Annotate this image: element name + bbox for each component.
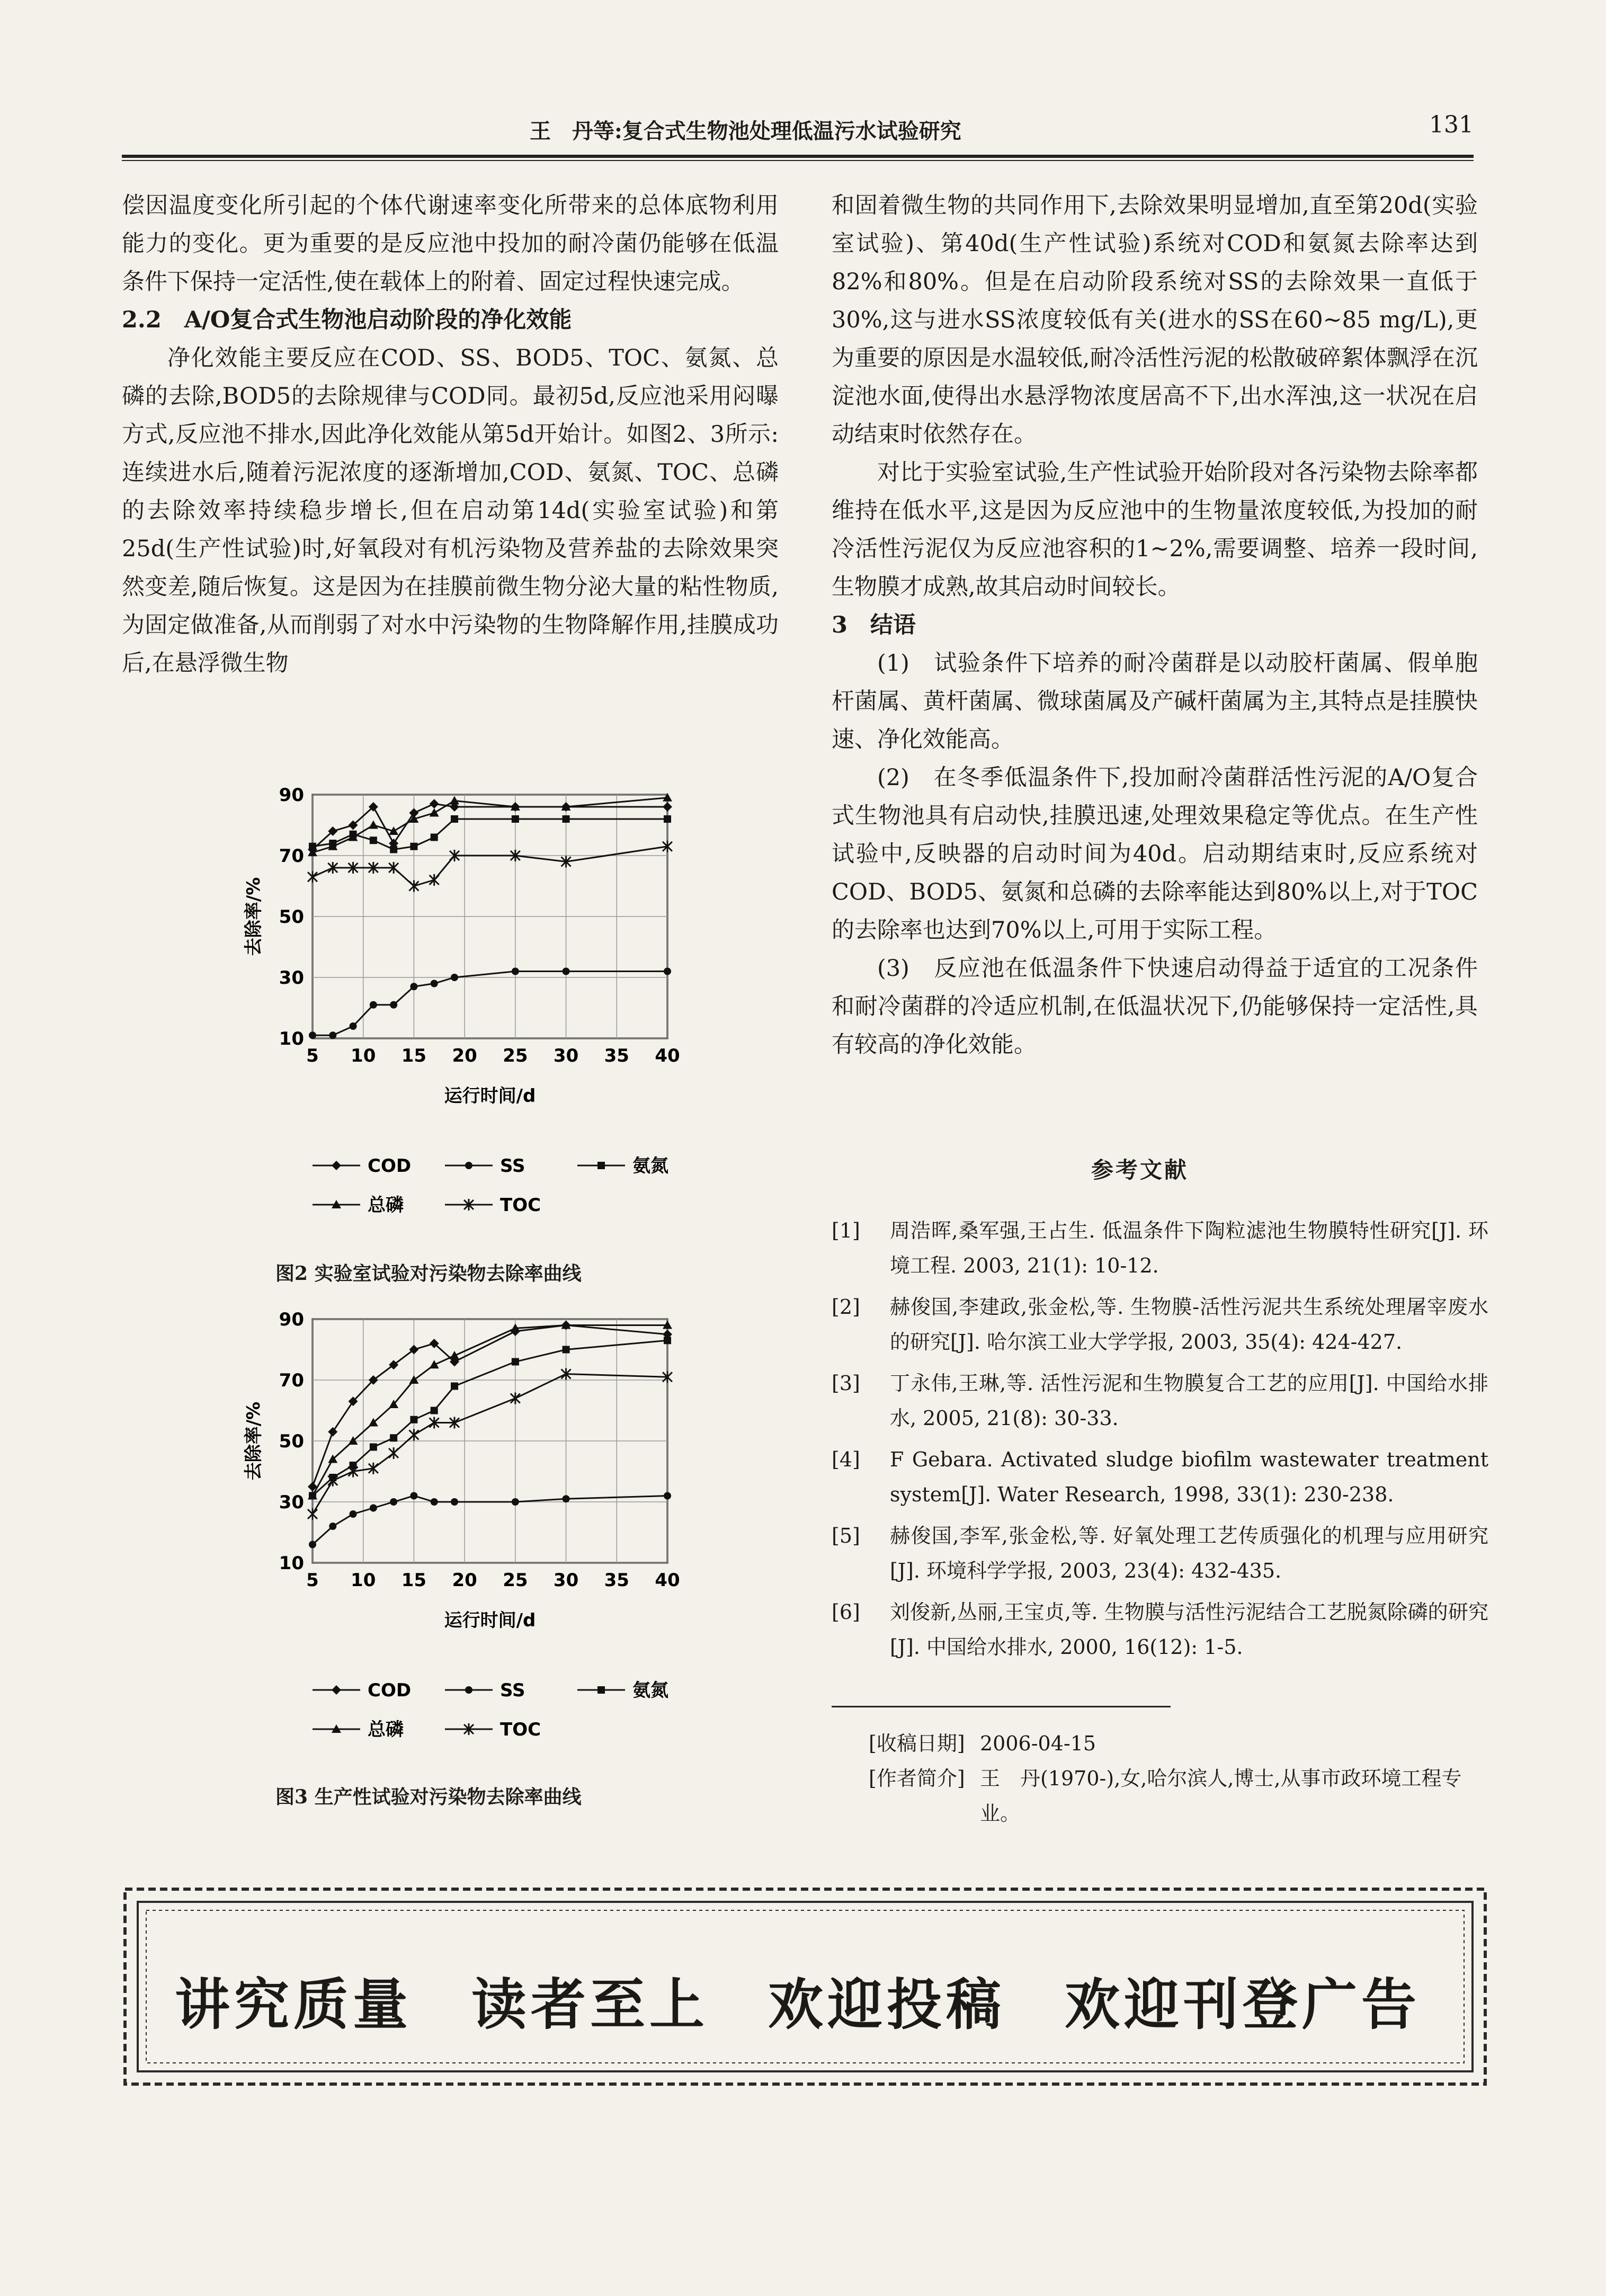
y-tick-label: 90: [279, 1309, 304, 1330]
x-tick-label: 15: [401, 1570, 427, 1591]
conclusion-2: (2) 在冬季低温条件下,投加耐冷菌群活性污泥的A/O复合式生物池具有启动快,挂膜迅速,处理效果稳定等优点。在生产性试验中,反映器的启动时间为40d。启动期结束时,反应系统对COD、BOD5、氨氮和总磷的去除率能达到80%以上,对于TOC的去除率也达到70%以上,可用于实际工程。: [832, 764, 1478, 944]
x-tick-label: 30: [553, 1570, 579, 1591]
data-point: [451, 974, 458, 981]
reference-number: [5]: [832, 1524, 860, 1547]
figure-2-label: 图2: [275, 1262, 308, 1285]
x-tick-label: 25: [503, 1045, 528, 1066]
reference-text: 赫俊国,李军,张金松,等. 好氧处理工艺传质强化的机理与应用研究[J]. 环境科学学报, 2003, 23(4): 432-435.: [890, 1524, 1488, 1582]
data-point: [563, 815, 570, 823]
reference-text: F Gebara. Activated sludge biofilm wastewater treatment system[J]. Water Research, 1998, 33(1): 230-238.: [890, 1448, 1488, 1506]
series-line: [313, 972, 667, 1036]
section-heading-3: 3 结语: [832, 612, 916, 638]
data-point: [431, 980, 438, 987]
x-tick-label: 40: [655, 1570, 680, 1591]
x-tick-label: 40: [655, 1045, 680, 1066]
legend-label: TOC: [500, 1195, 541, 1216]
header-rule: [122, 155, 1474, 158]
reference-item: [832, 1595, 1488, 1665]
legend-item: [577, 1680, 668, 1701]
data-point: [450, 1351, 459, 1359]
data-point: [389, 1447, 398, 1459]
page-number: 131: [1429, 111, 1474, 138]
legend-marker: [597, 1162, 605, 1169]
series-总磷: [308, 1321, 672, 1500]
x-tick-label: 20: [452, 1570, 477, 1591]
data-point: [512, 815, 519, 823]
x-tick-label: 10: [351, 1045, 376, 1066]
conclusion-3: (3) 反应池在低温条件下快速启动得益于适宜的工况条件和耐冷菌群的冷适应机制,在低温状况下,仍能够保持一定活性,具有较高的净化效能。: [832, 955, 1478, 1058]
conclusion-1: (1) 试验条件下培养的耐冷菌群是以动胶杆菌属、假单胞杆菌属、黄杆菌属、微球菌属及产碱杆菌属为主,其特点是挂膜快速、净化效能高。: [832, 650, 1478, 753]
x-tick-label: 35: [604, 1045, 629, 1066]
data-point: [410, 843, 417, 850]
series-TOC: [308, 841, 672, 892]
references-title: 参考文献: [1091, 1157, 1189, 1183]
reference-number: [1]: [832, 1219, 860, 1242]
data-point: [664, 1492, 671, 1500]
legend-item: [313, 1680, 411, 1701]
legend-item: [313, 1155, 411, 1177]
reference-text: 刘俊新,丛丽,王宝贞,等. 生物膜与活性污泥结合工艺脱氮除磷的研究[J]. 中国给水排水, 2000, 16(12): 1-5.: [890, 1600, 1488, 1659]
data-point: [370, 836, 377, 844]
legend: [313, 1155, 668, 1216]
data-point: [450, 796, 459, 805]
x-tick-label: 15: [401, 1045, 427, 1066]
x-tick-label: 20: [452, 1045, 477, 1066]
legend-item: [445, 1195, 541, 1216]
x-tick-label: 5: [306, 1570, 319, 1591]
header-rule-thin: [122, 160, 1474, 161]
data-point: [430, 1360, 439, 1368]
reference-item: [832, 1518, 1488, 1588]
series-总磷: [308, 793, 672, 857]
legend-marker: [597, 1686, 605, 1694]
reference-item: [832, 1442, 1488, 1512]
data-point: [664, 968, 671, 975]
figure-3-title: 生产性试验对污染物去除率曲线: [314, 1786, 582, 1808]
x-tick-label: 25: [503, 1570, 528, 1591]
received-date: [869, 1726, 1488, 1761]
legend-label: SS: [500, 1155, 525, 1177]
legend-label: 总磷: [368, 1195, 404, 1216]
legend-item: [577, 1155, 668, 1177]
data-point: [563, 1346, 570, 1354]
legend-label: COD: [368, 1680, 412, 1701]
y-tick-label: 90: [279, 785, 304, 806]
series-line: [313, 804, 667, 849]
legend-item: [445, 1719, 541, 1740]
legend-marker: [465, 1686, 472, 1694]
data-point: [350, 1510, 357, 1518]
y-tick-label: 10: [279, 1028, 304, 1049]
reference-text: 赫俊国,李建政,张金松,等. 生物膜-活性污泥共生系统处理屠宰废水的研究[J]. 哈尔滨工业大学学报, 2003, 35(4): 424-427.: [890, 1295, 1488, 1354]
right-paragraph-2: 对比于实验室试验,生产性试验开始阶段对各污染物去除率都维持在低水平,这是因为反应池中的生物量浓度较低,为投加的耐冷活性污泥仅为反应池容积的1~2%,需要调整、培养一段时间,生物膜才成熟,故其启动时间较长。: [832, 459, 1478, 600]
right-column: [832, 186, 1478, 1064]
data-point: [308, 1508, 317, 1520]
series-line: [313, 819, 667, 850]
data-point: [451, 1383, 458, 1390]
data-point: [431, 834, 438, 841]
figure-3-chart: [222, 1309, 699, 1785]
series-line: [313, 1325, 667, 1487]
data-point: [308, 871, 317, 883]
y-tick-label: 70: [279, 846, 304, 867]
left-column: [122, 186, 779, 682]
data-point: [390, 1001, 397, 1009]
received-label: [收稿日期]: [869, 1732, 965, 1755]
series-COD: [308, 1321, 672, 1492]
reference-number: [4]: [832, 1448, 860, 1471]
author-value: 王 丹(1970-),女,哈尔滨人,博士,从事市政环境工程专业。: [980, 1767, 1462, 1825]
figure-3-label: 图3: [275, 1786, 308, 1808]
section-heading-2-2: 2.2 A/O复合式生物池启动阶段的净化效能: [122, 307, 572, 333]
y-axis-label: 去除率/%: [243, 1401, 264, 1481]
data-point: [430, 799, 439, 808]
legend-item: [313, 1195, 404, 1216]
data-point: [409, 1429, 418, 1441]
x-axis-label: 运行时间/d: [444, 1610, 536, 1631]
references-list: [832, 1213, 1488, 1671]
data-point: [410, 1492, 417, 1500]
data-point: [309, 1541, 316, 1549]
data-point: [663, 802, 672, 812]
y-axis-label: 去除率/%: [243, 877, 264, 956]
data-point: [329, 1031, 336, 1039]
y-tick-label: 30: [279, 1492, 304, 1513]
data-point: [431, 1407, 438, 1414]
notes-rule: [832, 1706, 1171, 1707]
series-line: [313, 1374, 667, 1515]
data-point: [512, 968, 519, 975]
data-point: [328, 1427, 337, 1437]
legend-marker: [332, 1685, 341, 1695]
legend-label: COD: [368, 1155, 412, 1177]
x-tick-label: 10: [351, 1570, 376, 1591]
y-tick-label: 50: [279, 1431, 304, 1452]
reference-text: 丁永伟,王琳,等. 活性污泥和生物膜复合工艺的应用[J]. 中国给水排水, 2005, 21(8): 30-33.: [890, 1372, 1488, 1430]
reference-number: [3]: [832, 1372, 860, 1395]
data-point: [370, 1001, 377, 1009]
reference-item: [832, 1366, 1488, 1436]
data-point: [563, 1495, 570, 1502]
data-point: [451, 1498, 458, 1506]
data-point: [664, 815, 671, 823]
data-point: [451, 815, 458, 823]
x-tick-label: 5: [306, 1045, 319, 1066]
reference-number: [6]: [832, 1600, 860, 1624]
legend-item: [445, 1155, 525, 1177]
data-point: [390, 1434, 397, 1441]
data-point: [430, 808, 439, 817]
data-point: [410, 1416, 417, 1423]
legend-marker: [332, 1161, 341, 1170]
legend-label: 氨氮: [632, 1155, 668, 1177]
legend-marker: [465, 1162, 472, 1169]
legend-label: SS: [500, 1680, 525, 1701]
data-point: [563, 968, 570, 975]
author-label: [作者简介]: [869, 1767, 965, 1790]
right-paragraph-1: 和固着微生物的共同作用下,去除效果明显增加,直至第20d(实验室试验)、第40d(生产性试验)系统对COD和氨氮去除率达到82%和80%。但是在启动阶段系统对SS的去除效果一直低于30%,这与进水SS浓度较低有关(进水的SS在60~85 mg/L),更为重要的原因是水温较低,耐冷活性污泥的松散破碎絮体飘浮在沉淀池水面,使得出水悬浮物浓度居高不下,出水浑浊,这一状况在启动结束时依然存在。: [832, 192, 1478, 448]
data-point: [430, 874, 439, 886]
y-tick-label: 30: [279, 967, 304, 989]
data-point: [309, 1031, 316, 1039]
data-point: [410, 983, 417, 990]
reference-text: 周浩晖,桑军强,王占生. 低温条件下陶粒滤池生物膜特性研究[J]. 环境工程. 2003, 21(1): 10-12.: [890, 1219, 1488, 1277]
x-tick-label: 35: [604, 1570, 629, 1591]
data-point: [512, 1358, 519, 1366]
figure-2-caption: [275, 1259, 582, 1286]
x-tick-label: 30: [553, 1045, 579, 1066]
received-value: 2006-04-15: [980, 1732, 1096, 1755]
series-COD: [308, 799, 672, 854]
x-axis-label: 运行时间/d: [444, 1085, 536, 1107]
running-header-title: 王 丹等:复合式生物池处理低温污水试验研究: [530, 119, 961, 144]
data-point: [370, 1505, 377, 1512]
banner-slogan: 讲究质量 读者至上 欢迎投稿 欢迎刊登广告: [175, 1972, 1421, 2037]
data-point: [369, 821, 378, 829]
y-tick-label: 70: [279, 1370, 304, 1391]
data-point: [390, 1498, 397, 1506]
legend-label: 总磷: [368, 1719, 404, 1740]
data-point: [390, 846, 397, 853]
series-line: [313, 1340, 667, 1496]
figure-2-chart: [222, 784, 699, 1261]
figure-2-title: 实验室试验对污染物去除率曲线: [314, 1262, 582, 1285]
reference-item: [832, 1289, 1488, 1359]
author-info: [869, 1761, 1488, 1831]
data-point: [329, 1523, 336, 1530]
series-line: [313, 1496, 667, 1545]
series-line: [313, 798, 667, 853]
data-point: [350, 1022, 357, 1030]
reference-item: [832, 1213, 1488, 1283]
data-point: [370, 1444, 377, 1451]
reference-number: [2]: [832, 1295, 860, 1319]
y-tick-label: 10: [279, 1553, 304, 1574]
data-point: [512, 1498, 519, 1506]
article-notes: [869, 1726, 1488, 1831]
y-tick-label: 50: [279, 906, 304, 928]
legend: [313, 1680, 668, 1740]
data-point: [409, 880, 418, 892]
legend-item: [313, 1719, 404, 1740]
left-paragraph-2: 净化效能主要反应在COD、SS、BOD5、TOC、氨氮、总磷的去除,BOD5的去除规律与COD同。最初5d,反应池采用闷曝方式,反应池不排水,因此净化效能从第5d开始计。如图2、3所示:连续进水后,随着污泥浓度的逐渐增加,COD、氨氮、TOC、总磷的去除效率持续稳步增长,但在启动第14d(实验室试验)和第25d(生产性试验)时,好氧段对有机污染物及营养盐的去除效果突然变差,随后恢复。这是因为在挂膜前微生物分泌大量的粘性物质,为固定做准备,从而削弱了对水中污染物的生物降解作用,挂膜成功后,在悬浮微生物: [122, 345, 779, 677]
legend-label: TOC: [500, 1719, 541, 1740]
figure-3-caption: [275, 1782, 582, 1809]
legend-label: 氨氮: [632, 1680, 668, 1701]
data-point: [431, 1498, 438, 1506]
data-point: [664, 1337, 671, 1344]
left-paragraph-1: 偿因温度变化所引起的个体代谢速率变化所带来的总体底物利用能力的变化。更为重要的是反应池中投加的耐冷菌仍能够在低温条件下保持一定活性,使在载体上的附着、固定过程快速完成。: [122, 192, 779, 295]
data-point: [511, 1393, 520, 1404]
series-line: [313, 847, 667, 886]
legend-item: [445, 1680, 525, 1701]
